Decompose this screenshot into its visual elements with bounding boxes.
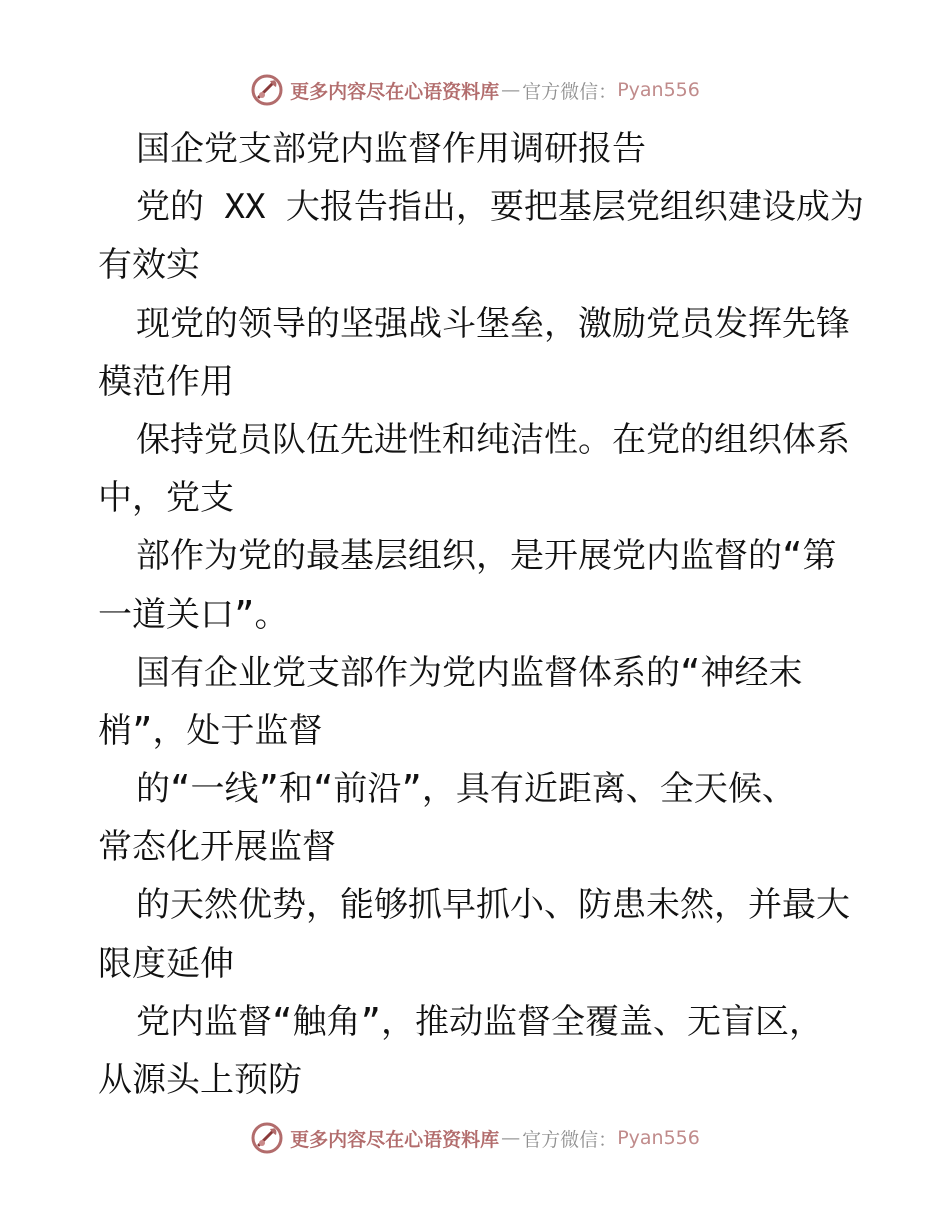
paragraph-line: 的“一线”和“前沿”，具有近距离、全天候、 — [136, 769, 796, 810]
paragraph-line: 从源头上预防 — [98, 1060, 302, 1100]
banner-dash: — — [501, 79, 521, 101]
paragraph-line: 的天然优势，能够抓早抓小、防患未然，并最大 — [136, 885, 850, 926]
paragraph-line: 梢”，处于监督 — [98, 710, 323, 751]
quill-seal-icon — [250, 73, 284, 107]
paragraph-line: 现党的领导的坚强战斗堡垒，激励党员发挥先锋 — [136, 303, 850, 344]
paragraph-line: 中，党支 — [98, 478, 234, 519]
banner-dash: — — [501, 1127, 521, 1149]
paragraph-line: 模范作用 — [98, 361, 234, 402]
paragraph-line: 党的 XX 大报告指出，要把基层党组织建设成为 — [136, 187, 864, 228]
banner-wechat-id: Pyan556 — [617, 1127, 700, 1149]
banner-brand-text: 更多内容尽在心语资料库 — [290, 80, 500, 103]
banner-wechat-id: Pyan556 — [617, 79, 700, 101]
paragraph-line: 常态化开展监督 — [98, 827, 336, 868]
banner-brand-text: 更多内容尽在心语资料库 — [290, 1128, 500, 1151]
paragraph-line: 有效实 — [98, 245, 200, 286]
header-banner — [0, 70, 950, 110]
paragraph-line: 限度延伸 — [98, 943, 234, 984]
document-body — [98, 120, 878, 1109]
paragraph-line: 一道关口”。 — [98, 594, 289, 635]
banner-wechat-label: 官方微信： — [522, 80, 618, 103]
paragraph-line: 国有企业党支部作为党内监督体系的“神经末 — [136, 652, 803, 693]
paragraph-line: 保持党员队伍先进性和纯洁性。在党的组织体系 — [136, 419, 850, 460]
document-title: 国企党支部党内监督作用调研报告 — [136, 129, 646, 169]
footer-banner — [0, 1118, 950, 1158]
banner-wechat-label: 官方微信： — [522, 1128, 618, 1151]
paragraph-line: 党内监督“触角”，推动监督全覆盖、无盲区， — [136, 1001, 823, 1042]
paragraph-line: 部作为党的最基层组织，是开展党内监督的“第 — [136, 536, 837, 577]
quill-seal-icon — [250, 1121, 284, 1155]
